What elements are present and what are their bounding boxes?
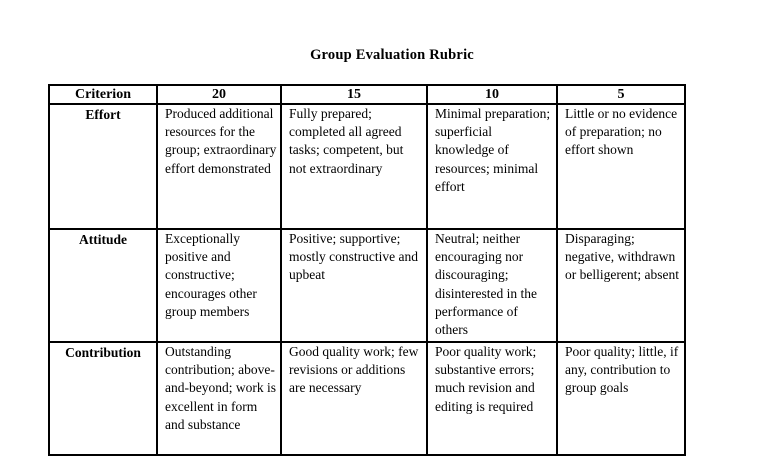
criterion-label: Attitude xyxy=(49,229,157,342)
header-score-15: 15 xyxy=(281,85,427,104)
cell-text: Minimal preparation; superficial knowledge of resources; minimal effort xyxy=(435,106,551,194)
rubric-cell xyxy=(427,229,557,342)
header-row xyxy=(49,85,685,104)
rubric-cell xyxy=(557,104,685,229)
rubric-cell xyxy=(157,342,281,455)
rubric-cell xyxy=(427,104,557,229)
header-score-10: 10 xyxy=(427,85,557,104)
rubric-cell xyxy=(281,104,427,229)
rubric-table xyxy=(48,84,686,456)
cell-text: Produced additional resources for the group; extraordinary effort demonstrated xyxy=(165,106,277,176)
rubric-cell xyxy=(157,229,281,342)
document-title: Group Evaluation Rubric xyxy=(310,47,474,63)
criterion-label: Contribution xyxy=(49,342,157,455)
cell-text: Exceptionally positive and constructive; encourages other group members xyxy=(165,231,257,319)
rubric-cell xyxy=(157,104,281,229)
cell-text: Little or no evidence of preparation; no effort shown xyxy=(565,106,678,158)
table-row-contribution xyxy=(49,342,685,455)
cell-text: Good quality work; few revisions or additions are necessary xyxy=(289,344,419,396)
table-row-effort xyxy=(49,104,685,229)
rubric-cell xyxy=(281,229,427,342)
cell-text: Poor quality; little, if any, contribution to group goals xyxy=(565,344,679,396)
rubric-cell xyxy=(281,342,427,455)
header-score-20: 20 xyxy=(157,85,281,104)
criterion-label: Effort xyxy=(49,104,157,229)
table-row-attitude xyxy=(49,229,685,342)
header-criterion: Criterion xyxy=(49,85,157,104)
cell-text: Fully prepared; completed all agreed tasks; competent, but not extraordinary xyxy=(289,106,404,176)
cell-text: Positive; supportive; mostly constructive and upbeat xyxy=(289,231,418,283)
cell-text: Neutral; neither encouraging nor discouraging; disinterested in the performance of others xyxy=(435,231,537,338)
cell-text: Poor quality work; substantive errors; much revision and editing is required xyxy=(435,344,537,414)
cell-text: Outstanding contribution; above-and-beyond; work is excellent in form and substance xyxy=(165,344,276,432)
header-score-5: 5 xyxy=(557,85,685,104)
rubric-cell xyxy=(557,229,685,342)
cell-text: Disparaging; negative, withdrawn or belligerent; absent xyxy=(565,231,679,283)
rubric-cell xyxy=(427,342,557,455)
rubric-cell xyxy=(557,342,685,455)
